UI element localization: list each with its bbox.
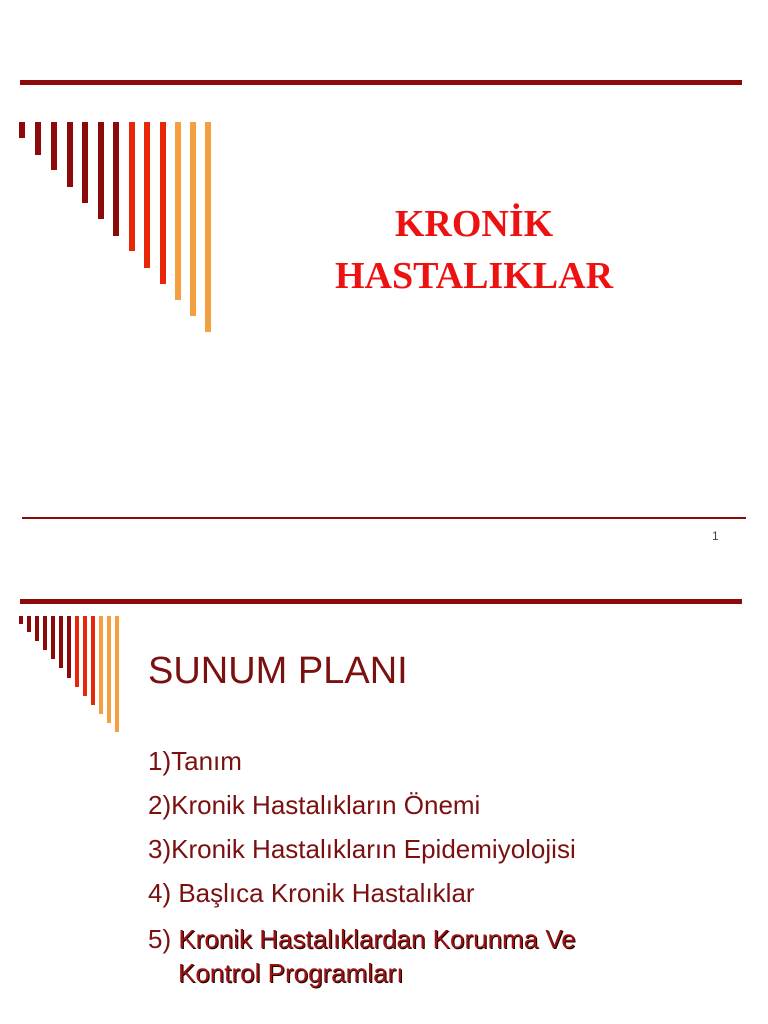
bar [82,122,88,203]
bar [27,616,31,632]
bar [99,616,103,714]
bottom-rule [22,517,746,519]
bar [43,616,47,650]
bar [113,122,119,236]
bar [115,616,119,732]
list-item [148,922,576,990]
bar [205,122,211,332]
list-item: 3)Kronik Hastalıkların Epidemiyolojisi [148,834,576,864]
slide-2 [0,560,768,1024]
bar [59,616,63,668]
bar [91,616,95,705]
bar [35,616,39,641]
bar [19,122,25,138]
list-item: 4) Başlıca Kronik Hastalıklar [148,878,475,908]
slide-title [274,198,674,302]
top-rule [20,599,742,604]
page-number: 1 [712,529,719,543]
title-line-2: HASTALIKLAR [334,255,614,297]
bar [75,616,79,687]
top-rule [20,80,742,85]
bar [67,616,71,678]
bar [175,122,181,300]
bar [67,122,73,187]
list-item: 1)Tanım [148,746,242,776]
bar [51,616,55,659]
bar [51,122,57,170]
title-line-1: KRONİK [394,203,554,245]
plan-list [148,746,576,1003]
bar [19,616,23,624]
item-5-line-1: Kronik Hastalıklardan Korunma Ve [178,924,576,954]
slide-title: SUNUM PLANI [148,650,408,692]
bar [160,122,166,284]
item-5-prefix: 5) [148,924,179,954]
bar [83,616,87,696]
bar [190,122,196,316]
bar [98,122,104,219]
bar [107,616,111,723]
item-5-line-2: Kontrol Programları [178,958,404,988]
bar [35,122,41,155]
bar [129,122,135,251]
bar [144,122,150,268]
list-item: 2)Kronik Hastalıkların Önemi [148,790,481,820]
